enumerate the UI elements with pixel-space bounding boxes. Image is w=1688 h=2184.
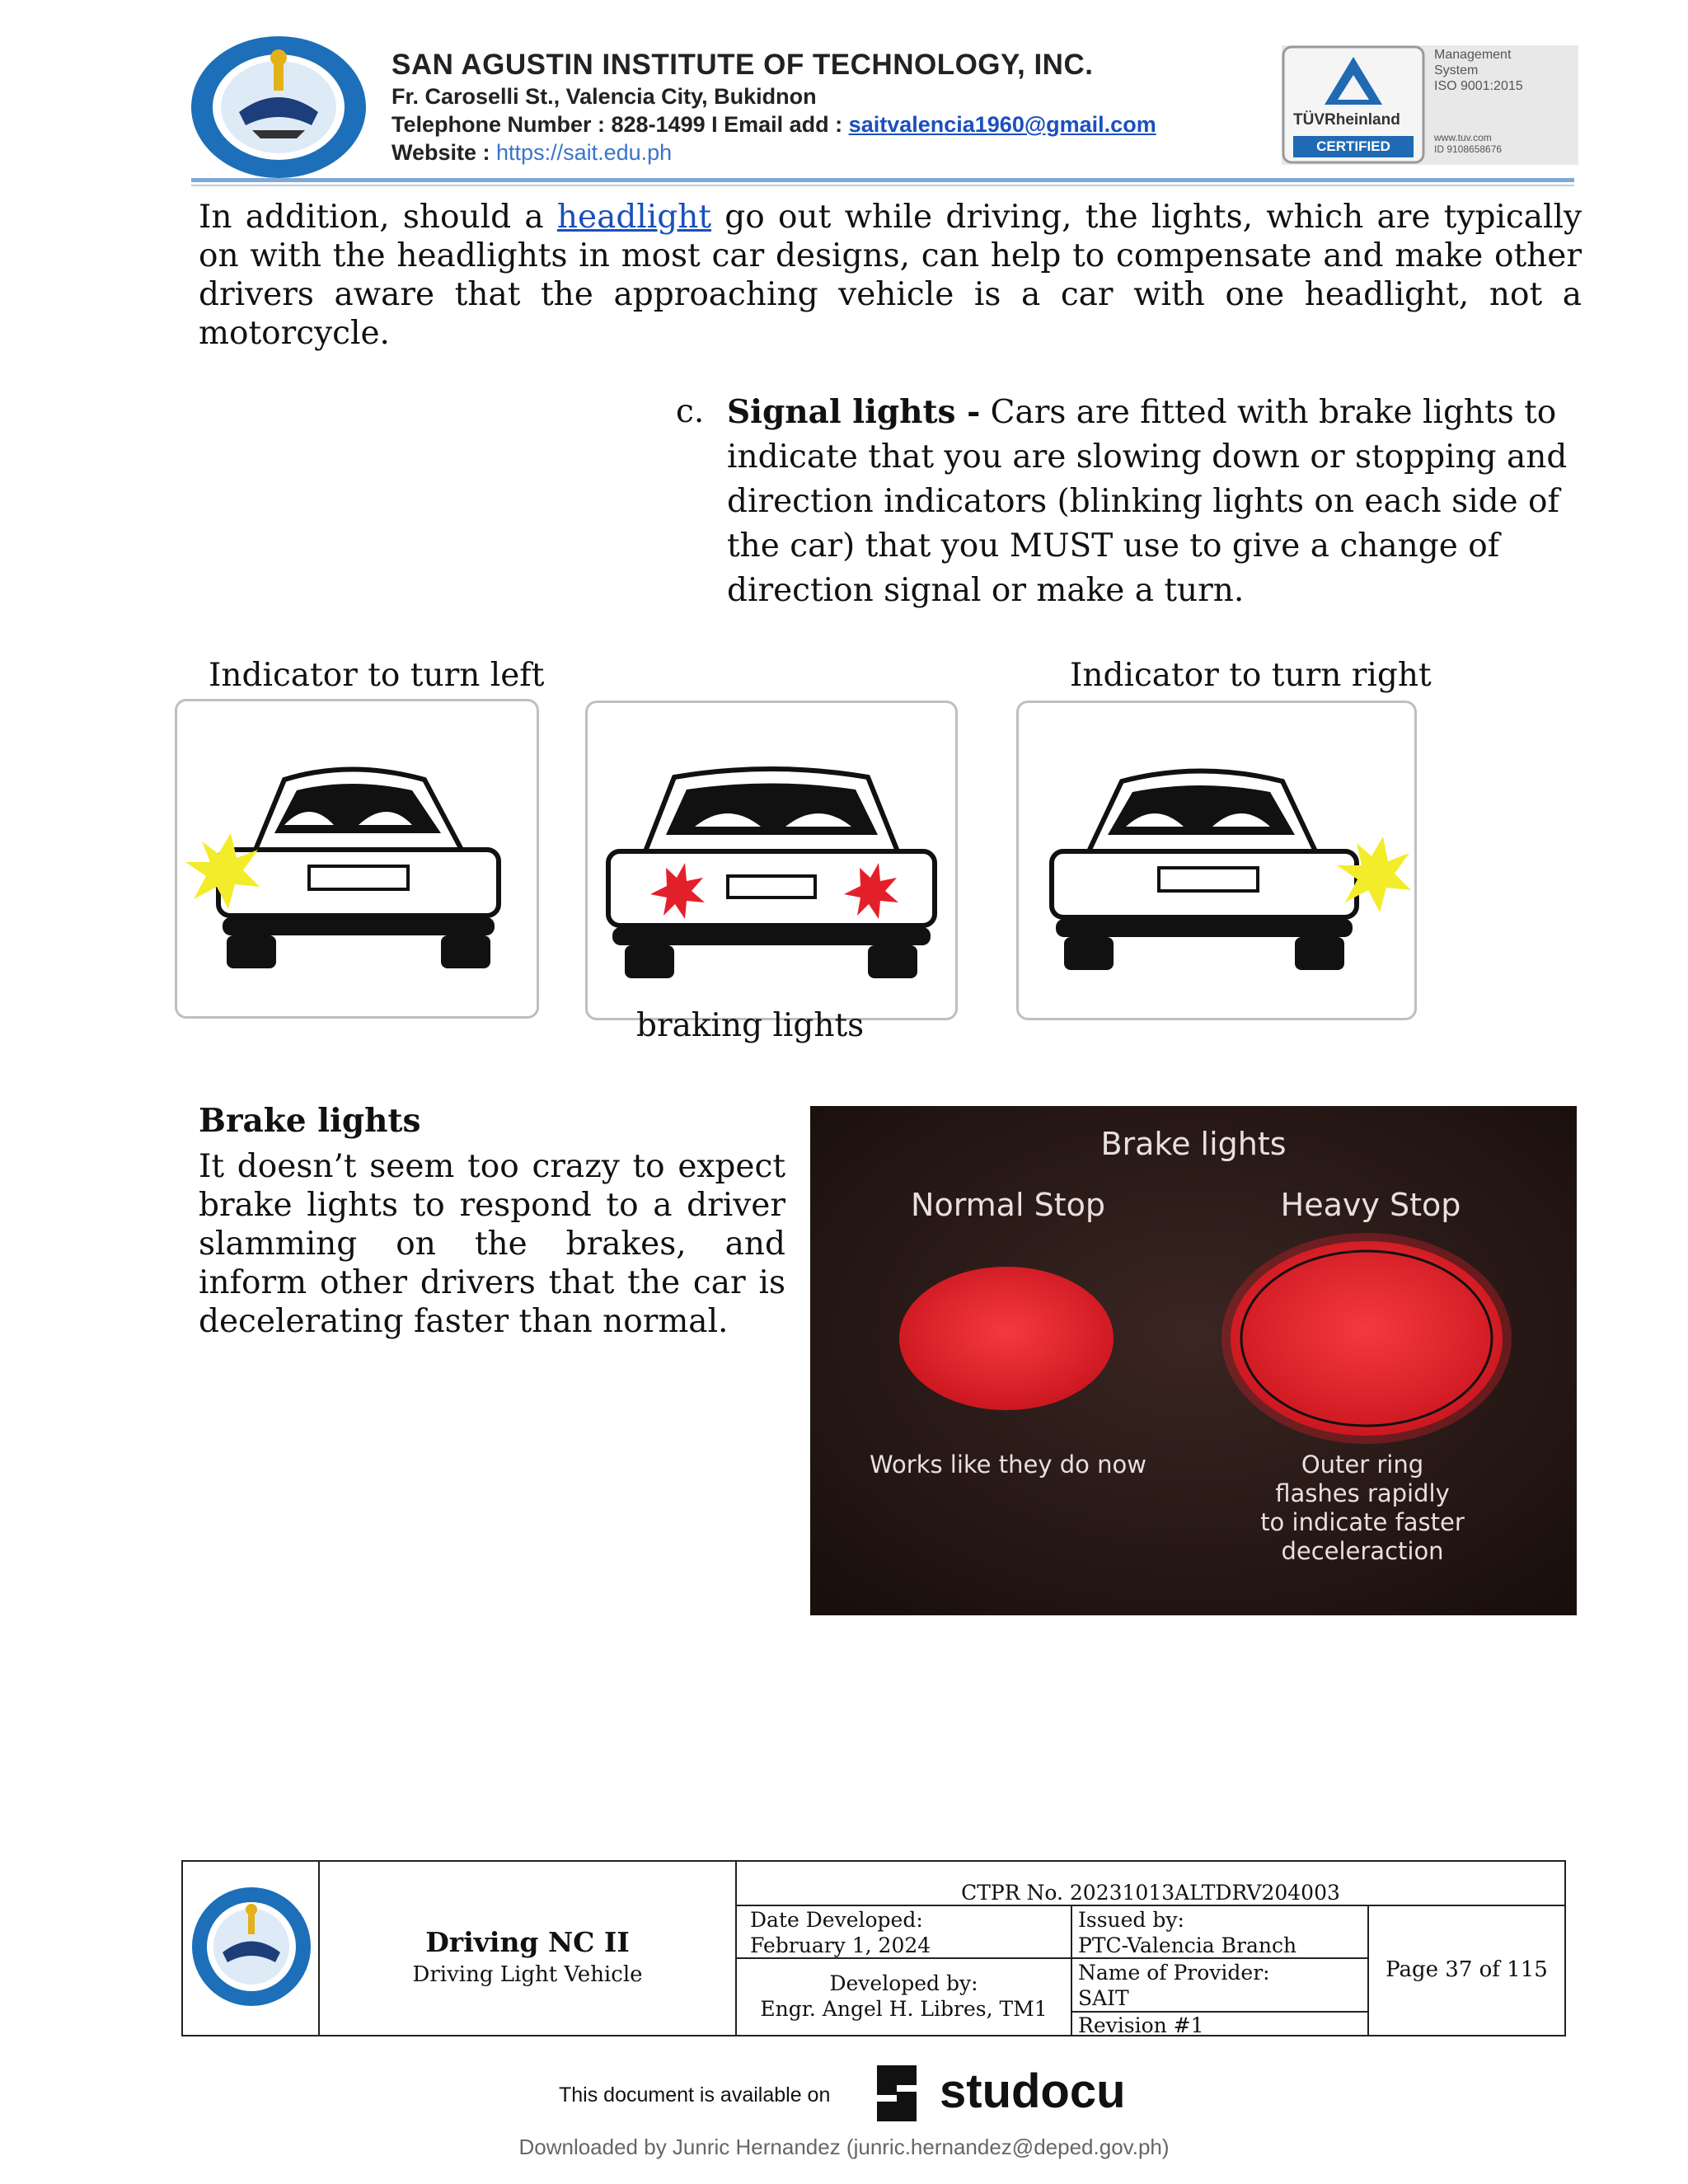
brake-lights-heading: Brake lights [199,1102,421,1140]
issued-value: PTC-Valencia Branch [1078,1933,1297,1957]
developer-value: Engr. Angel H. Libres, TM1 [760,1997,1048,2021]
p1-text-b: go out while driving, the lights, which are typically on with the headlights in most car designs, can help to compensate and make other drivers aware that the approaching vehicle is a car with one headlight, not a motorcycle. [199,199,1582,352]
provider-value: SAIT [1078,1986,1129,2010]
footer-revision: Revision #1 [1078,2013,1204,2037]
footer-page-number: Page 37 of 115 [1386,1957,1548,1982]
institution-logo [188,33,369,181]
header-text [392,48,1156,166]
tuv-url: www.tuv.com [1434,132,1492,143]
brake-lights-diagram [810,1106,1577,1615]
diagram-title: Brake lights [1100,1126,1287,1162]
signal-lights-item [676,390,1582,613]
tuv-footer [1434,132,1502,155]
footer-date [750,1907,1063,1958]
header-rule [191,178,1574,182]
tuv-line1: Management [1434,48,1512,62]
brake-lights-paragraph: It doesn’t seem too crazy to expect brake lights to respond to a driver slamming on the brakes, and inform other drivers that the car is decelerating faster than normal. [199,1148,785,1340]
heavy-stop-caption [1222,1451,1503,1566]
tuv-line3: ISO 9001:2015 [1434,79,1523,93]
footer-issued [1078,1907,1367,1958]
email-link[interactable]: saitvalencia1960@gmail.com [848,112,1156,137]
footer-logo [190,1885,313,2008]
car-turn-left-image [175,699,539,1019]
document-footer-table [181,1860,1566,2036]
signal-lights-heading: Signal lights - [727,393,981,431]
footer-course: Driving NC II [425,1926,630,1958]
institution-address: Fr. Caroselli St., Valencia City, Bukidnon [392,84,817,109]
tuv-line2: System [1434,63,1479,77]
car-turn-right-image [1016,701,1417,1020]
date-label: Date Developed: [750,1908,923,1932]
footer-provider [1078,1960,1367,2011]
tuv-id: ID 9108658676 [1434,143,1503,155]
footer-developer [737,1971,1071,2022]
p1-text-a: In addition, should a [199,199,557,236]
studocu-brand: studocu [940,2064,1126,2118]
heavy-caption-line4: deceleraction [1281,1537,1444,1565]
list-marker: c. [676,393,705,430]
heavy-caption-line3: to indicate faster [1260,1508,1465,1536]
signal-lights-text: Cars are fitted with brake lights to indicate that you are slowing down or stopping and direction indicators (blinking lights on each side of the car) that you MUST use to give a change of direction signal or make a turn. [727,394,1568,609]
website-label: Website : [392,140,497,165]
phone-text: Telephone Number : 828-1499 I Email add : [392,112,849,137]
tuv-certified: CERTIFIED [1316,138,1390,154]
heavy-caption-line2: flashes rapidly [1275,1479,1450,1507]
footer-subcourse: Driving Light Vehicle [412,1962,643,1987]
caption-braking-lights: braking lights [636,1007,865,1044]
normal-stop-caption: Works like they do now [870,1451,1146,1479]
normal-stop-label: Normal Stop [911,1187,1105,1223]
studocu-watermark[interactable] [559,2052,1136,2135]
developer-label: Developed by: [829,1971,978,1995]
studocu-logo-icon [864,2060,930,2126]
heavy-caption-line1: Outer ring [1301,1451,1424,1479]
website-link[interactable]: https://sait.edu.ph [496,140,673,165]
footer-ctpr: CTPR No. 20231013ALTDRV204003 [961,1881,1340,1905]
header-rule-thin [191,185,1574,186]
downloaded-by-text: Downloaded by Junric Hernandez (junric.hernandez@deped.gov.ph) [518,2135,1170,2159]
heavy-stop-label: Heavy Stop [1280,1187,1461,1223]
tuv-details [1434,47,1523,94]
tuv-certification-badge [1282,45,1578,165]
headlight-link[interactable]: headlight [556,199,712,236]
paragraph-headlight [199,198,1582,353]
website-line [392,138,1156,166]
date-value: February 1, 2024 [750,1933,931,1957]
issued-label: Issued by: [1078,1908,1184,1932]
institution-name: SAN AGUSTIN INSTITUTE OF TECHNOLOGY, INC. [392,49,1094,81]
car-braking-image [585,701,958,1020]
contact-line [392,110,1156,138]
caption-turn-right: Indicator to turn right [1070,657,1432,694]
available-text: This document is available on [559,2083,831,2107]
caption-turn-left: Indicator to turn left [209,657,545,694]
tuv-brand: TÜVRheinland [1293,111,1400,129]
provider-label: Name of Provider: [1078,1961,1270,1985]
